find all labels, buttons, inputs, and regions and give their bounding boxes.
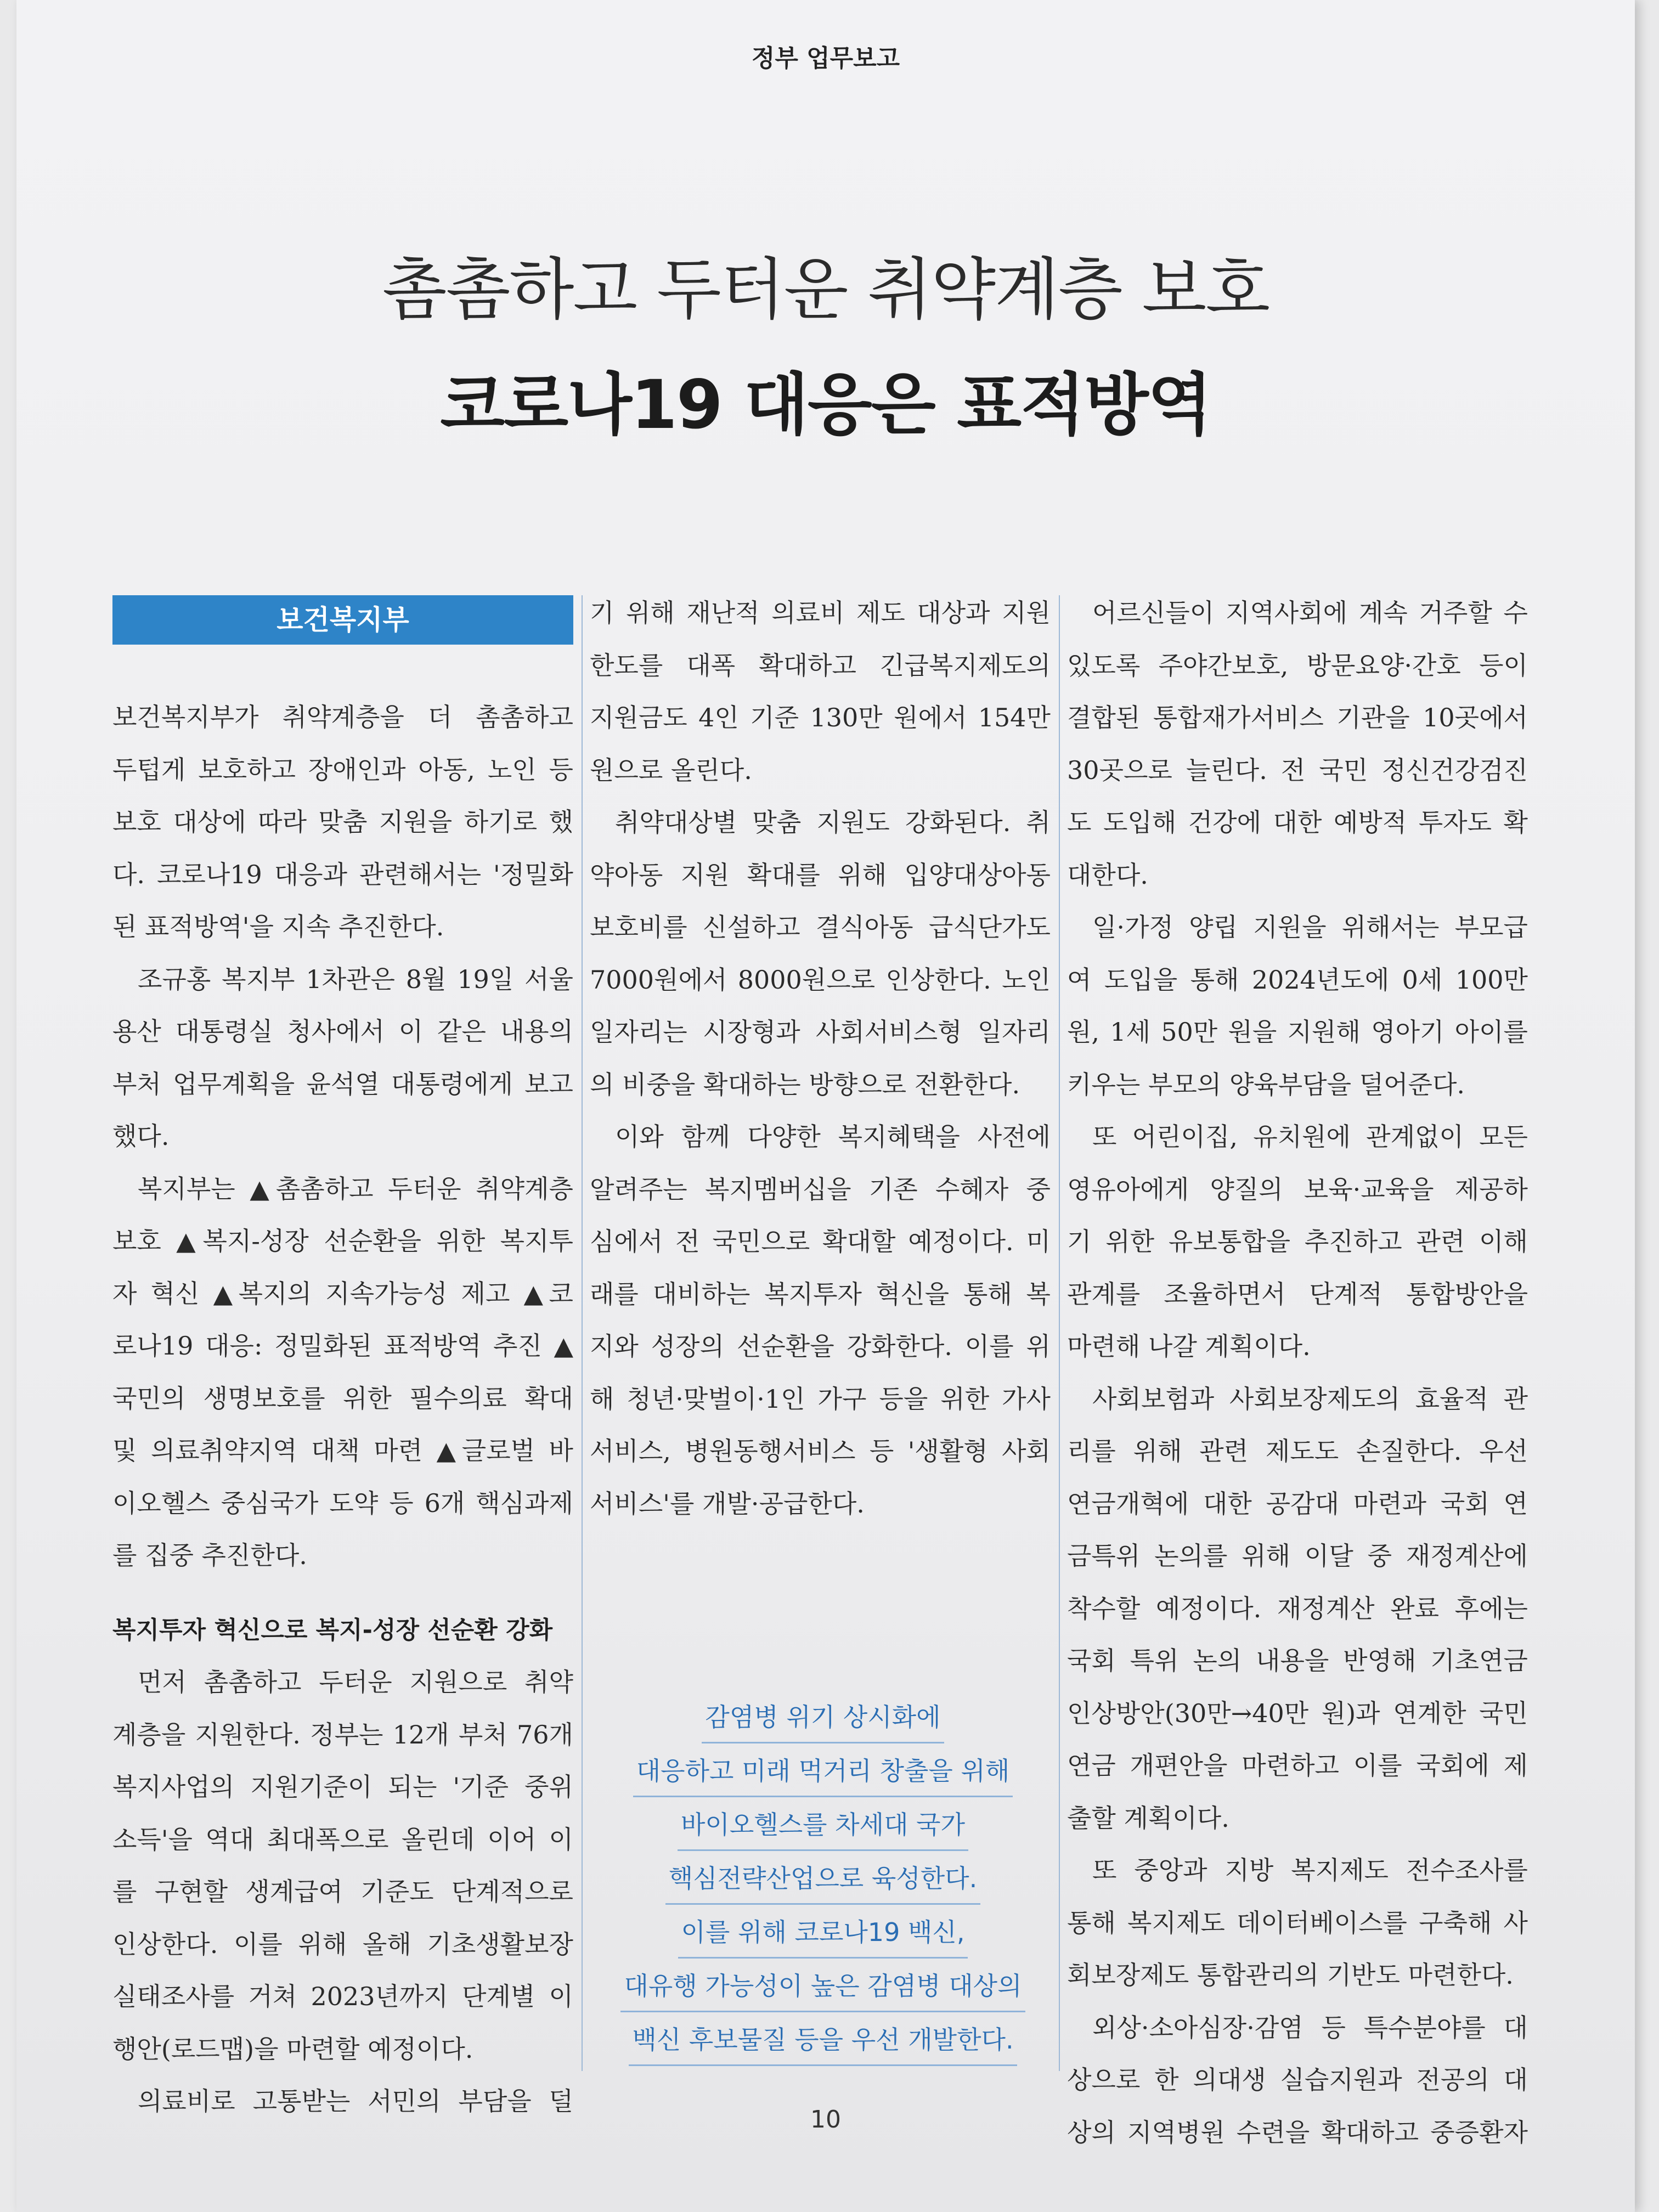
text-line: 보호 대상에 따라 맞춤 지원을 하기로 했: [112, 807, 573, 837]
text-line: 있도록 주야간보호, 방문요양·간호 등이: [1067, 650, 1528, 680]
text-line: 기 위한 유보통합을 추진하고 관련 이해: [1067, 1227, 1528, 1256]
text-line: 결합된 통합재가서비스 기관을 10곳에서: [1067, 703, 1528, 732]
section-label: 정부 업무보고: [751, 44, 900, 72]
text-line: 보호비를 신설하고 결식아동 급식단가도: [590, 912, 1051, 942]
text-line: 원, 1세 50만 원을 지원해 영아기 아이를: [1067, 1017, 1528, 1047]
paragraph: [1067, 1844, 1528, 2002]
text-line: 관계를 조율하면서 단계적 통합방안을: [1067, 1279, 1528, 1309]
text-line: 또 어린이집, 유치원에 관계없이 모든: [1092, 1122, 1528, 1152]
paragraph: [590, 1111, 1051, 1530]
text-line: 상으로 한 의대생 실습지원과 전공의 대: [1067, 2065, 1528, 2095]
headline-line-2: 코로나19 대응은 표적방역: [440, 366, 1211, 444]
text-line: 자 혁신 ▲복지의 지속가능성 제고 ▲코: [112, 1278, 573, 1308]
pull-quote-text: 대응하고 미래 먹거리 창출을 위해: [633, 1746, 1013, 1797]
subheading: 복지투자 혁신으로 복지-성장 선순환 강화: [112, 1616, 553, 1644]
text-line: 회보장제도 통합관리의 기반도 마련한다.: [1067, 1960, 1514, 1990]
text-line: 외상·소아심장·감염 등 특수분야를 대: [1092, 2012, 1528, 2042]
text-line: 출할 계획이다.: [1067, 1803, 1229, 1833]
pull-quote-line: [612, 1961, 1034, 2015]
text-line: 키우는 부모의 양육부담을 덜어준다.: [1067, 1069, 1465, 1099]
text-line: 용산 대통령실 청사에서 이 같은 내용의: [112, 1017, 573, 1046]
paragraph: [1067, 901, 1528, 1111]
text-line: 마련해 나갈 계획이다.: [1067, 1331, 1311, 1361]
paragraph: [1067, 1111, 1528, 1373]
column-divider: [582, 595, 583, 2071]
pull-quote-text: 핵심전략산업으로 육성한다.: [665, 1854, 980, 1905]
department-banner: 보건복지부: [112, 595, 573, 645]
text-line: 서비스, 병원동행서비스 등 '생활형 사회: [590, 1436, 1051, 1466]
magazine-page: [16, 0, 1635, 2212]
text-line: 연금 개편안을 마련하고 이를 국회에 제: [1067, 1751, 1528, 1780]
text-line: 했다.: [112, 1121, 170, 1151]
pull-quote: [612, 1692, 1034, 2069]
headline-line-1: 촘촘하고 두터운 취약계층 보호: [382, 251, 1269, 329]
text-line: 한도를 대폭 확대하고 긴급복지제도의: [590, 650, 1051, 680]
text-line: 보호 ▲복지-성장 선순환을 위한 복지투: [112, 1226, 573, 1256]
pull-quote-line: [612, 1692, 1034, 1746]
text-line: 및 의료취약지역 대책 마련 ▲글로벌 바: [112, 1436, 573, 1465]
column-1-body: [112, 691, 573, 2128]
text-line: 다. 코로나19 대응과 관련해서는 '정밀화: [112, 859, 573, 889]
text-line: 서비스'를 개발·공급한다.: [590, 1488, 865, 1519]
article-column-2: [590, 587, 1051, 1530]
text-line: 두텁게 보호하고 장애인과 아동, 노인 등: [112, 754, 573, 785]
text-line: 이오헬스 중심국가 도약 등 6개 핵심과제: [112, 1488, 573, 1518]
text-line: 어르신들이 지역사회에 계속 거주할 수: [1092, 598, 1528, 628]
text-line: 취약대상별 맞춤 지원도 강화된다. 취: [615, 808, 1051, 837]
pull-quote-line: [612, 1908, 1034, 1961]
text-line: 소득'을 역대 최대폭으로 올린데 이어 이: [112, 1824, 573, 1854]
text-line: 알려주는 복지멤버십을 기존 수혜자 중: [590, 1174, 1051, 1204]
text-line: 국민의 생명보호를 위한 필수의료 확대: [112, 1383, 573, 1413]
text-line: 지원금도 4인 기준 130만 원에서 154만: [590, 703, 1051, 732]
text-line: 부처 업무계획을 윤석열 대통령에게 보고: [112, 1069, 573, 1099]
paragraph: [1067, 1373, 1528, 1845]
paragraph: [112, 1656, 573, 2075]
text-line: 도 도입해 건강에 대한 예방적 투자도 확: [1067, 808, 1528, 837]
pull-quote-line: [612, 1746, 1034, 1800]
paragraph: [1067, 587, 1528, 901]
text-line: 30곳으로 늘린다. 전 국민 정신건강검진: [1067, 755, 1528, 785]
paragraph: [112, 1163, 573, 1582]
pull-quote-line: [612, 2015, 1034, 2069]
pull-quote-text: 이를 위해 코로나19 백신,: [678, 1908, 968, 1959]
text-line: 대한다.: [1067, 860, 1148, 890]
text-line: 원으로 올린다.: [590, 755, 752, 785]
text-line: 영유아에게 양질의 보육·교육을 제공하: [1067, 1174, 1528, 1204]
text-line: 지와 성장의 선순환을 강화한다. 이를 위: [590, 1331, 1051, 1361]
text-line: 인상방안(30만→40만 원)과 연계한 국민: [1067, 1698, 1528, 1728]
text-line: 해 청년·맞벌이·1인 가구 등을 위한 가사: [590, 1384, 1051, 1414]
paragraph: [590, 797, 1051, 1111]
text-line: 조규홍 복지부 1차관은 8월 19일 서울: [138, 964, 573, 994]
text-line: 일·가정 양립 지원을 위해서는 부모급: [1092, 912, 1528, 942]
text-line: 를 구현할 생계급여 기준도 단계적으로: [112, 1877, 573, 1906]
text-line: 복지사업의 지원기준이 되는 '기준 중위: [112, 1772, 573, 1802]
text-line: 여 도입을 통해 2024년도에 0세 100만: [1067, 964, 1528, 995]
pull-quote-text: 바이오헬스를 차세대 국가: [678, 1800, 968, 1851]
article-column-3: [1067, 587, 1528, 2159]
spacer: [112, 1582, 573, 1604]
text-line: 를 집중 추진한다.: [112, 1541, 307, 1570]
text-line: 금특위 논의를 위해 이달 중 재정계산에: [1067, 1541, 1528, 1571]
text-line: 연금개혁에 대한 공감대 마련과 국회 연: [1067, 1488, 1528, 1519]
text-line: 약아동 지원 확대를 위해 입양대상아동: [590, 860, 1051, 890]
paragraph: [590, 587, 1051, 797]
text-line: 로나19 대응: 정밀화된 표적방역 추진 ▲: [112, 1331, 573, 1361]
paragraph: [112, 953, 573, 1163]
pull-quote-text: 백신 후보물질 등을 우선 개발한다.: [629, 2015, 1017, 2066]
text-line: 복지부는 ▲촘촘하고 두터운 취약계층: [138, 1173, 573, 1204]
text-line: 착수할 예정이다. 재정계산 완료 후에는: [1067, 1593, 1528, 1623]
text-line: 실태조사를 거쳐 2023년까지 단계별 이: [112, 1982, 573, 2011]
text-line: 심에서 전 국민으로 확대할 예정이다. 미: [590, 1227, 1051, 1256]
text-line: 의료비로 고통받는 서민의 부담을 덜: [138, 2086, 573, 2116]
text-line: 계층을 지원한다. 정부는 12개 부처 76개: [112, 1719, 573, 1750]
page-number: 10: [810, 2106, 841, 2134]
text-line: 행안(로드맵)을 마련할 예정이다.: [112, 2034, 473, 2064]
text-line: 또 중앙과 지방 복지제도 전수조사를: [1092, 1855, 1528, 1885]
text-line: 7000원에서 8000원으로 인상한다. 노인: [590, 964, 1051, 995]
text-line: 래를 대비하는 복지투자 혁신을 통해 복: [590, 1279, 1051, 1309]
text-line: 의 비중을 확대하는 방향으로 전환한다.: [590, 1069, 1020, 1099]
text-line: 일자리는 시장형과 사회서비스형 일자리: [590, 1017, 1051, 1047]
text-line: 보건복지부가 취약계층을 더 촘촘하고: [112, 702, 573, 732]
pull-quote-line: [612, 1854, 1034, 1908]
pull-quote-text: 대유행 가능성이 높은 감염병 대상의: [620, 1961, 1025, 2012]
text-line: 이와 함께 다양한 복지혜택을 사전에: [615, 1122, 1051, 1152]
paragraph: [112, 691, 573, 953]
paragraph: [1067, 2002, 1528, 2159]
text-line: 국회 특위 논의 내용을 반영해 기초연금: [1067, 1646, 1528, 1675]
pull-quote-lines: [612, 1692, 1034, 2069]
text-line: 사회보험과 사회보장제도의 효율적 관: [1092, 1384, 1528, 1414]
pull-quote-text: 감염병 위기 상시화에: [702, 1692, 944, 1743]
text-line: 인상한다. 이를 위해 올해 기초생활보장: [112, 1929, 573, 1959]
text-line: 기 위해 재난적 의료비 제도 대상과 지원: [590, 598, 1051, 628]
text-line: 리를 위해 관련 제도도 손질한다. 우선: [1067, 1436, 1528, 1466]
text-line: 통해 복지제도 데이터베이스를 구축해 사: [1067, 1908, 1528, 1938]
text-line: 된 표적방역'을 지속 추진한다.: [112, 912, 444, 941]
text-line: 상의 지역병원 수련을 확대하고 중증환자: [1067, 2117, 1528, 2147]
text-line: 먼저 촘촘하고 두터운 지원으로 취약: [138, 1667, 573, 1697]
column-divider: [1059, 595, 1060, 2071]
pull-quote-line: [612, 1800, 1034, 1854]
